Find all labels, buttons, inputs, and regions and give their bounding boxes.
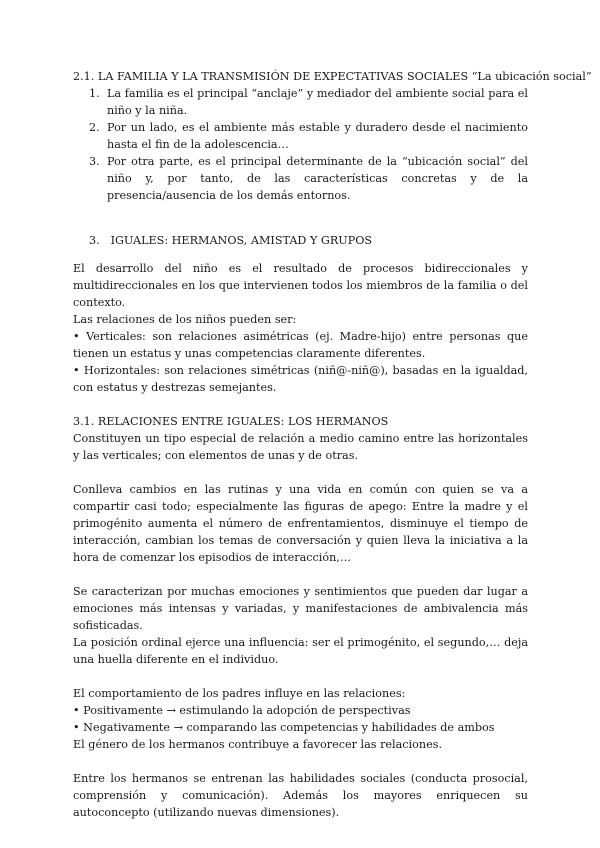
- paragraph: El desarrollo del niño es el resultado de procesos bidireccionales y multidireccionales en los que intervienen todos los miembros de la familia o del contexto.: [73, 262, 528, 310]
- section-2-1-heading: 2.1. LA FAMILIA Y LA TRANSMISIÓN DE EXPECTATIVAS SOCIALES “La ubicación social”: [73, 70, 592, 83]
- paragraph: El género de los hermanos contribuye a favorecer las relaciones.: [73, 738, 442, 752]
- paragraph: Se caracterizan por muchas emociones y sentimientos que pueden dar lugar a emociones más intensas y variadas, y manifestaciones de ambivalencia más sofisticadas.: [73, 585, 528, 633]
- list-item-number: 1.: [89, 87, 100, 100]
- paragraph: Conlleva cambios en las rutinas y una vida en común con quien se va a compartir casi todo; especialmente las figuras de apego: Entre la madre y el primogénito aumenta el número de enfrentamientos, disminuye el tiempo de interacción, cambian los temas de conversación y quien lleva la iniciativa a la hora de comenzar los episodios de interacción,…: [73, 483, 528, 565]
- bullet-item: • Negativamente → comparando las competencias y habilidades de ambos: [73, 721, 495, 735]
- section-3-heading: [73, 232, 528, 249]
- paragraph: Las relaciones de los niños pueden ser:: [73, 313, 297, 327]
- paragraph: Constituyen un tipo especial de relación a medio camino entre las horizontales y las verticales; con elementos de unas y de otras.: [73, 432, 528, 463]
- spacer: [73, 753, 528, 770]
- list-item: [73, 85, 528, 119]
- list-item-text: Por otra parte, es el principal determinante de la “ubicación social” del niño y, por tanto, de las características concretas y de la presencia/ausencia de los demás entornos.: [107, 155, 528, 202]
- section-3-title: IGUALES: HERMANOS, AMISTAD Y GRUPOS: [110, 234, 373, 248]
- bullet-item: • Verticales: son relaciones asimétricas (ej. Madre-hijo) entre personas que tienen un estatus y unas competencias claramente diferentes.: [73, 330, 528, 361]
- list-item-text: Por un lado, es el ambiente más estable y duradero desde el nacimiento hasta el fin de la adolescencia…: [107, 121, 528, 151]
- bullet-item: • Positivamente → estimulando la adopción de perspectivas: [73, 704, 411, 718]
- paragraph: Entre los hermanos se entrenan las habilidades sociales (conducta prosocial, comprensión y comunicación). Además los mayores enriquecen su autoconcepto (utilizando nuevas dimensiones).: [73, 772, 528, 820]
- spacer: [73, 566, 528, 583]
- list-item: [73, 153, 528, 204]
- list-item: [73, 119, 528, 153]
- paragraph: El comportamiento de los padres influye en las relaciones:: [73, 687, 406, 701]
- spacer: [73, 204, 528, 221]
- list-item-number: 2.: [89, 121, 100, 134]
- spacer: [73, 668, 528, 685]
- list-item-text: La familia es el principal “anclaje” y mediador del ambiente social para el niño y la niña.: [107, 87, 528, 117]
- paragraph: La posición ordinal ejerce una influencia: ser el primogénito, el segundo,… deja una huella diferente en el individuo.: [73, 636, 528, 667]
- section-2-1-list: [73, 85, 528, 204]
- list-item-number: 3.: [89, 155, 100, 168]
- section-3-number: 3.: [89, 234, 100, 248]
- bullet-item: • Horizontales: son relaciones simétricas (niñ@-niñ@), basadas en la igualdad, con estatus y destrezas semejantes.: [73, 364, 528, 395]
- spacer: [73, 464, 528, 481]
- spacer: [73, 396, 528, 413]
- document-page: [73, 68, 592, 821]
- section-3-1-heading: 3.1. RELACIONES ENTRE IGUALES: LOS HERMANOS: [73, 415, 389, 429]
